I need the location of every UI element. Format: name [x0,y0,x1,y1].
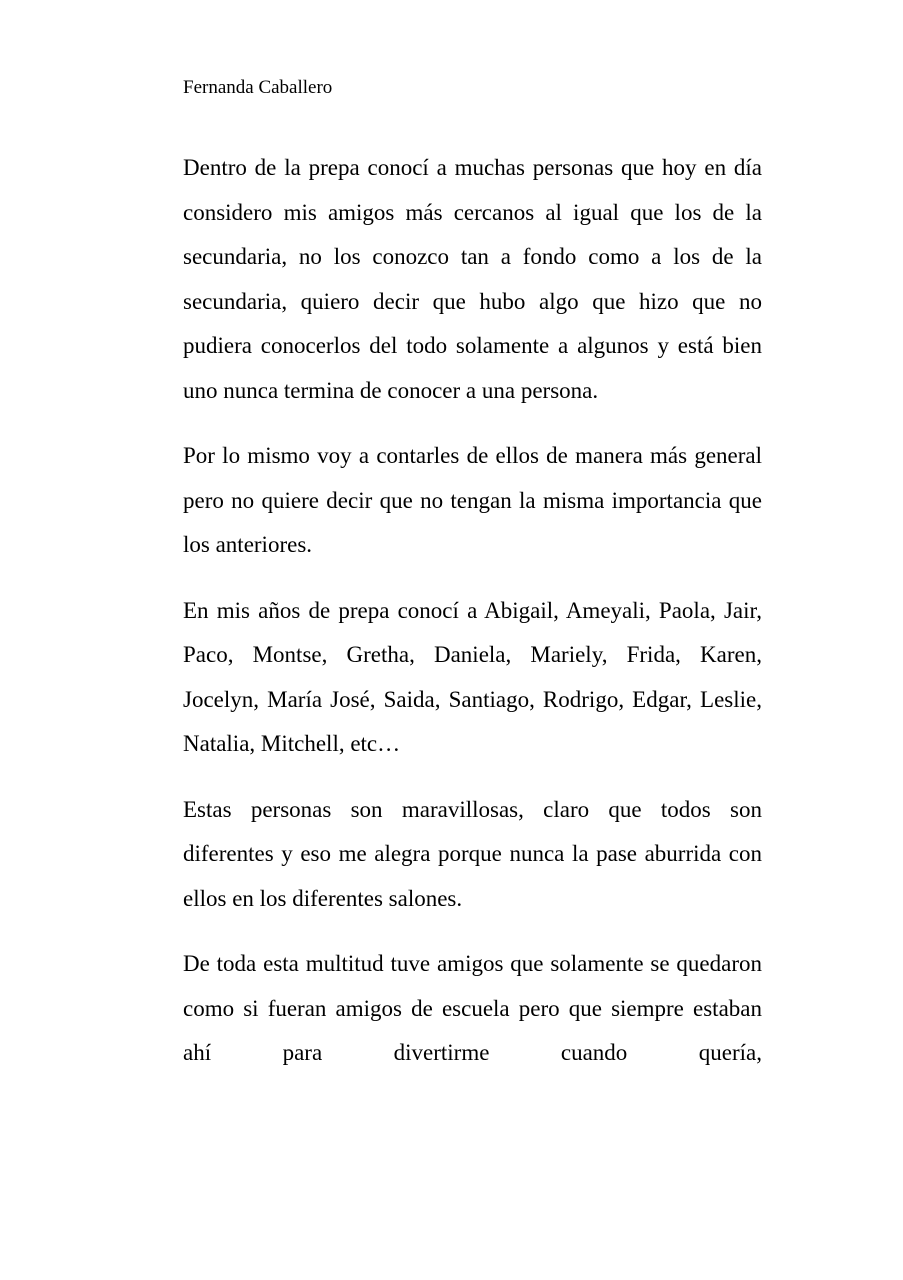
paragraph-3: En mis años de prepa conocí a Abigail, Ameyali, Paola, Jair, Paco, Montse, Gretha, Daniela, Mariely, Frida, Karen, Jocelyn, María José, Saida, Santiago, Rodrigo, Edgar, Leslie, Natalia, Mitchell, etc… [183,597,762,756]
paragraph-1: Dentro de la prepa conocí a muchas personas que hoy en día considero mis amigos más cercanos al igual que los de la secundaria, no los conozco tan a fondo como a los de la secundaria, quiero decir que hubo algo que hizo que no pudiera conocerlos del todo solamente a algunos y está bien uno nunca termina de conocer a una persona. [183,155,762,403]
author-name: Fernanda Caballero [183,77,333,98]
document-body [183,146,762,1097]
paragraph-4: Estas personas son maravillosas, claro que todos son diferentes y eso me alegra porque nunca la pase aburrida con ellos en los diferentes salones. [183,796,762,911]
paragraph-5: De toda esta multitud tuve amigos que solamente se quedaron como si fueran amigos de escuela pero que siempre estaban ahí para divertirme cuando quería, [183,951,762,1065]
paragraph-2: Por lo mismo voy a contarles de ellos de manera más general pero no quiere decir que no tengan la misma importancia que los anteriores. [183,443,762,557]
